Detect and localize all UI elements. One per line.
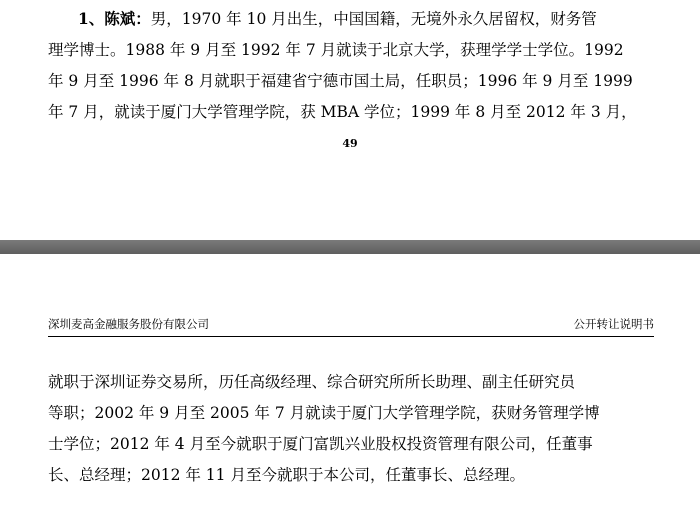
page-separator [0,240,700,254]
document-type: 公开转让说明书 [573,317,654,331]
paragraph-line: 理学博士。1988 年 9 月至 1992 年 7 月就读于北京大学，获理学学士学位。1992 [48,41,624,59]
page-number: 49 [342,137,358,150]
paragraph-line: 长、总经理；2012 年 11 月至今就职于本公司，任董事长、总经理。 [48,466,525,484]
paragraph-line: 年 7 月，就读于厦门大学管理学院，获 MBA 学位；1999 年 8 月至 2012 年 3 月， [48,103,637,121]
header-rule [48,336,654,337]
person-name-lead: 1、陈斌： [78,9,151,28]
upper-page [0,0,700,240]
paragraph-line: 等职；2002 年 9 月至 2005 年 7 月就读于厦门大学管理学院，获财务管理学博 [48,404,600,422]
paragraph-text: 男，1970 年 10 月出生，中国国籍，无境外永久居留权，财务管 [150,10,597,28]
paragraph-line: 年 9 月至 1996 年 8 月就职于福建省宁德市国土局，任职员；1996 年 9 月至 1999 [48,72,633,90]
company-name: 深圳麦高金融服务股份有限公司 [48,317,209,331]
paragraph-line: 就职于深圳证券交易所，历任高级经理、综合研究所所长助理、副主任研究员 [48,373,576,391]
paragraph-line [78,9,597,29]
paragraph-line: 士学位；2012 年 4 月至今就职于厦门富凯兴业股权投资管理有限公司，任董事 [48,435,593,453]
